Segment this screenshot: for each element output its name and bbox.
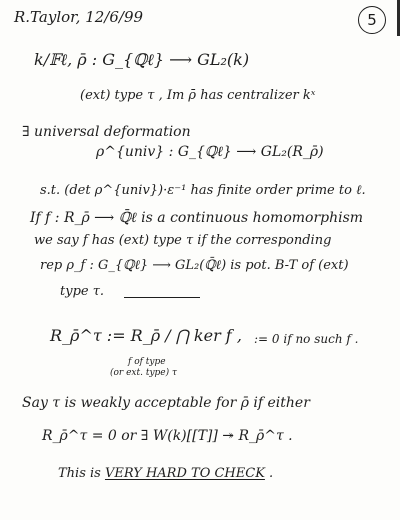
line-univ-representation: ρ^{univ} : G_{ℚℓ} ⟶ GL₂(R_ρ̄) xyxy=(96,144,324,160)
line-hard-to-check xyxy=(58,466,273,481)
hard-to-check-suffix: . xyxy=(264,466,274,481)
page-number-circle xyxy=(358,6,386,34)
line-rep-pot-bt: rep ρ_f : G_{ℚℓ} ⟶ GL₂(ℚ̄ℓ) is pot. B-T of (ext) xyxy=(40,258,349,273)
line-exists-universal: ∃ universal deformation xyxy=(22,124,191,140)
subscript-f-of-type: f of type xyxy=(128,357,166,367)
line-weakly-acceptable: Say τ is weakly acceptable for ρ̄ if either xyxy=(22,395,310,411)
author-date: R.Taylor, 12/6/99 xyxy=(14,8,144,26)
hard-to-check-prefix: This is xyxy=(58,466,105,481)
line-type-tau: (ext) type τ , Im ρ̄ has centralizer kˣ xyxy=(80,88,316,103)
line-acceptability-condition: R_ρ̄^τ = 0 or ∃ W(k)[[T]] ↠ R_ρ̄^τ . xyxy=(42,428,293,444)
line-if-f-homomorphism: If f : R_ρ̄ ⟶ ℚ̄ℓ is a continuous homomorphism xyxy=(30,210,364,226)
hard-to-check-emphasis: VERY HARD TO CHECK xyxy=(104,466,265,481)
line-type-tau-end: type τ. xyxy=(60,284,105,299)
line-we-say-f-type: we say f has (ext) type τ if the corresponding xyxy=(34,233,332,248)
line-zero-if-none: := 0 if no such f . xyxy=(254,332,359,346)
hand-drawn-rule xyxy=(124,297,200,298)
line-det-condition: s.t. (det ρ^{univ})·ε⁻¹ has finite order prime to ℓ. xyxy=(40,183,366,198)
line-definition-r-tau: R_ρ̄^τ := R_ρ̄ / ⋂ ker f , xyxy=(50,326,242,345)
subscript-ext-type: (or ext. type) τ xyxy=(110,368,177,378)
page-number: 5 xyxy=(367,11,377,29)
line-field-and-representation: k/𝔽ℓ, ρ̄ : G_{ℚℓ} ⟶ GL₂(k) xyxy=(34,50,250,69)
